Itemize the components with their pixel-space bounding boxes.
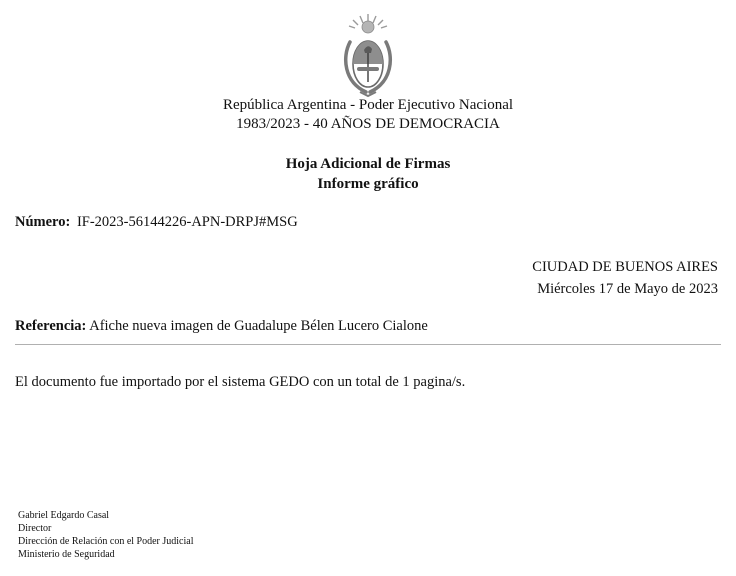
horizontal-rule xyxy=(15,344,721,345)
referencia-label: Referencia: xyxy=(15,318,87,334)
document-subtitle: Informe gráfico xyxy=(317,176,419,192)
signer-ministry: Ministerio de Seguridad xyxy=(18,549,115,560)
sun-face xyxy=(362,21,374,33)
referencia-value: Afiche nueva imagen de Guadalupe Bélen Lucero Cialone xyxy=(89,318,428,334)
coat-of-arms-seal xyxy=(340,12,396,98)
signer-role: Director xyxy=(18,523,52,534)
numero-label: Número: xyxy=(15,214,71,230)
referencia-row xyxy=(15,318,428,335)
body-text: El documento fue importado por el sistema GEDO con un total de 1 pagina/s. xyxy=(15,374,466,390)
header-line-2: 1983/2023 - 40 AÑOS DE DEMOCRACIA xyxy=(236,116,500,132)
city-text: CIUDAD DE BUENOS AIRES xyxy=(532,259,718,275)
header-line-1: República Argentina - Poder Ejecutivo Nacional xyxy=(222,97,514,113)
place-date-block xyxy=(532,256,718,300)
signature-block xyxy=(18,509,194,561)
signer-name: Gabriel Edgardo Casal xyxy=(18,510,110,521)
numero-row xyxy=(15,214,298,231)
signer-office: Dirección de Relación con el Poder Judicial xyxy=(18,536,194,547)
numero-value: IF-2023-56144226-APN-DRPJ#MSG xyxy=(76,214,298,230)
document-title: Hoja Adicional de Firmas xyxy=(285,156,451,172)
date-text: Miércoles 17 de Mayo de 2023 xyxy=(537,281,718,297)
clasped-hands xyxy=(357,67,379,71)
